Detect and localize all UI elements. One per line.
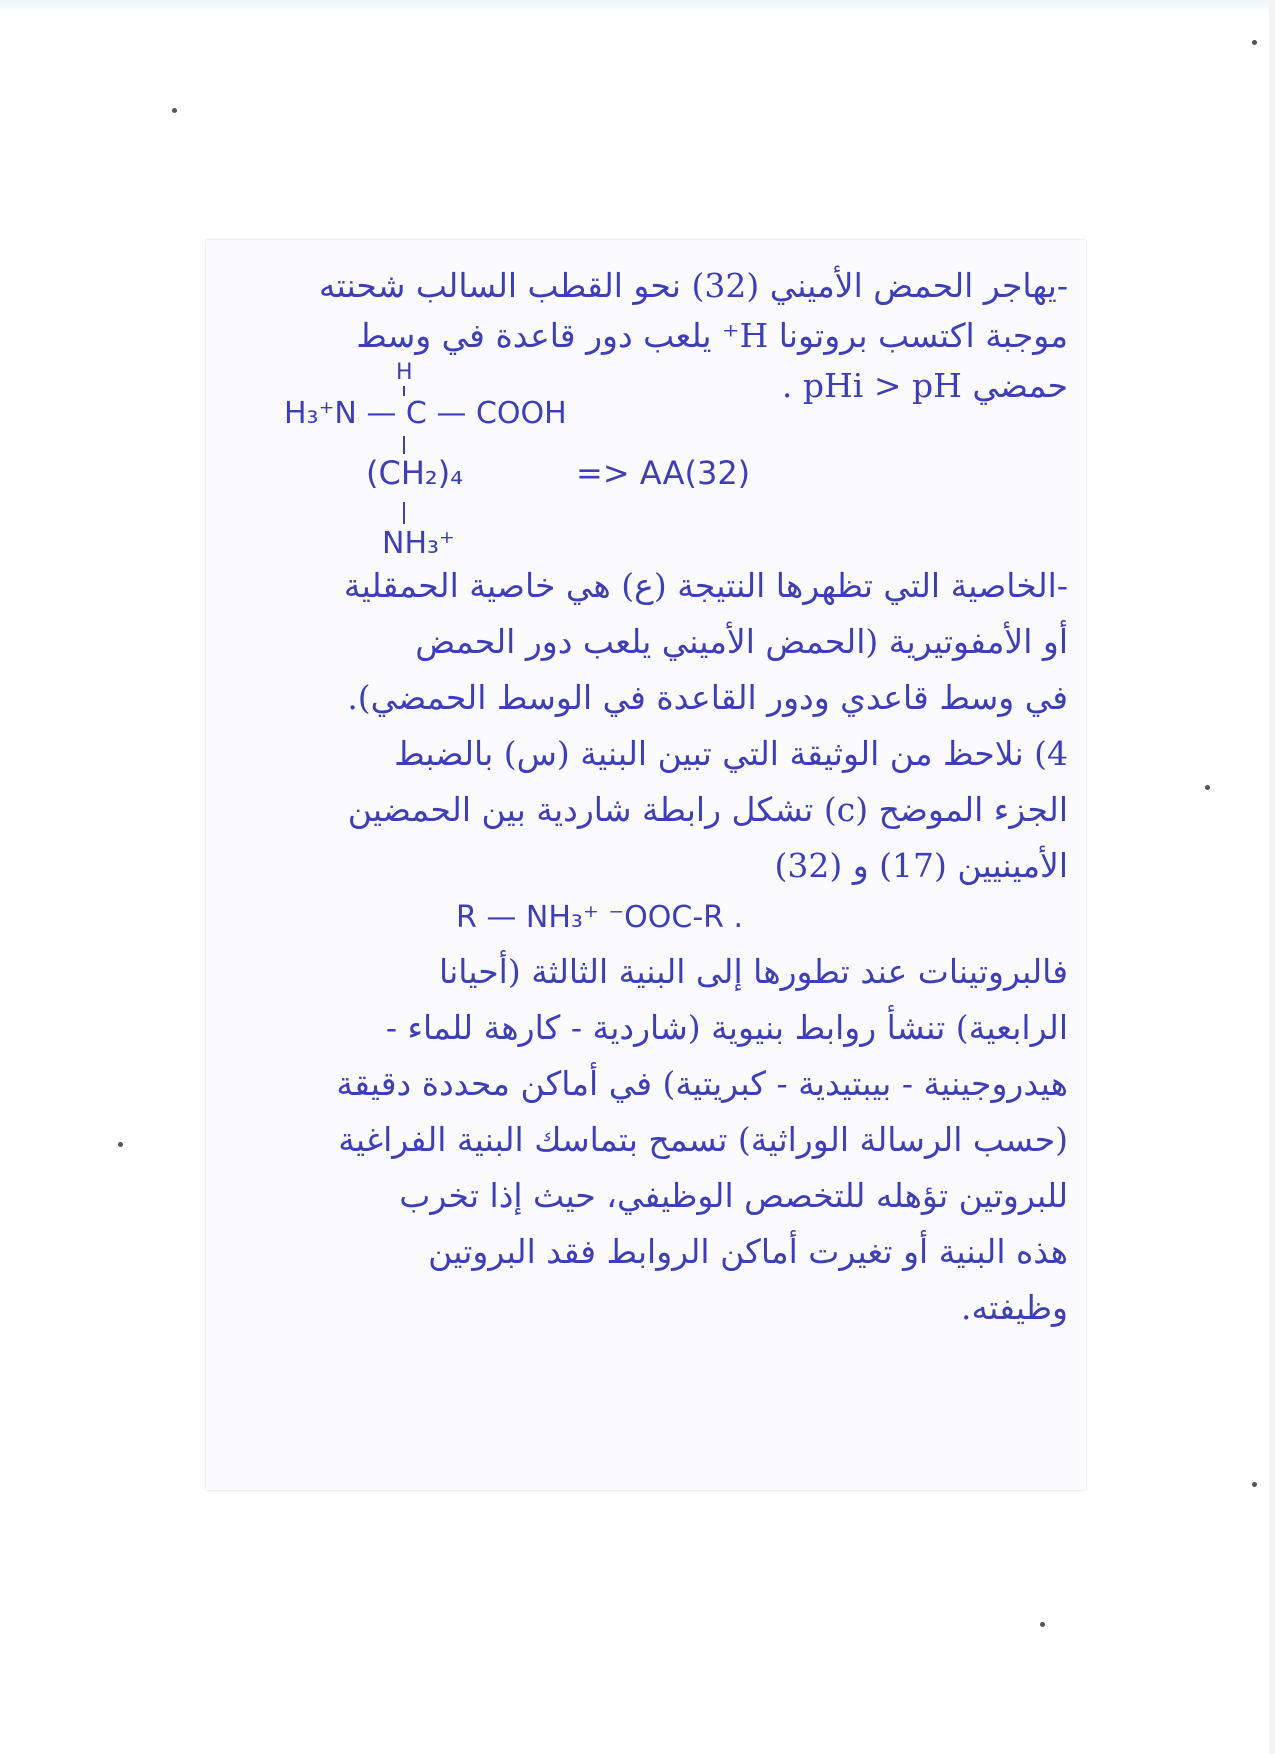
scan-right-edge (1269, 0, 1275, 1754)
scan-speck (1252, 40, 1257, 45)
answer-line-14: للبروتين تؤهله للتخصص الوظيفي، حيث إذا تخرب (399, 1176, 1068, 1215)
ionic-bond-formula: R — NH₃⁺ ⁻OOC-R . (456, 900, 744, 935)
scan-speck (1205, 785, 1210, 790)
formula-amine: NH₃⁺ (382, 526, 455, 561)
scan-speck (172, 108, 177, 113)
answer-line-12: هيدروجينية - بيبتيدية - كبريتية) في أماكن محددة دقيقة (336, 1064, 1068, 1103)
scan-speck (118, 1142, 123, 1147)
answer-line-13: (حسب الرسالة الوراثية) تسمح بتماسك البنية الفراغية (338, 1120, 1068, 1159)
answer-line-2: موجبة اكتسب بروتونا H⁺ يلعب دور قاعدة في وسط (356, 316, 1068, 355)
answer-line-15: هذه البنية أو تغيرت أماكن الروابط فقد البروتين (428, 1232, 1068, 1271)
formula-bond-h (403, 386, 405, 396)
handwritten-sheet (206, 240, 1086, 1490)
answer-line-4: -الخاصية التي تظهرها النتيجة (ع) هي خاصية الحمقلية (343, 566, 1068, 605)
scan-speck (1252, 1482, 1257, 1487)
answer-line-10: فالبروتينات عند تطورها إلى البنية الثالثة (أحيانا (439, 952, 1068, 991)
answer-line-3: حمضي pHi > pH . (781, 366, 1068, 405)
scan-top-edge (0, 0, 1275, 12)
answer-line-9: الأمينيين (17) و (32) (774, 846, 1068, 885)
answer-line-8: الجزء الموضح (c) تشكل رابطة شاردية بين الحمضين (347, 790, 1068, 829)
formula-result: => AA(32) (576, 454, 751, 492)
answer-line-16: وظيفته. (961, 1288, 1068, 1327)
scan-speck (1040, 1622, 1045, 1627)
formula-bond-chain (403, 436, 405, 454)
answer-line-11: الرابعية) تنشأ روابط بنيوية (شاردية - كارهة للماء - (385, 1008, 1068, 1047)
answer-line-7: 4) نلاحظ من الوثيقة التي تبين البنية (س) بالضبط (394, 734, 1068, 773)
formula-side-chain: (CH₂)₄ (366, 454, 464, 492)
answer-line-5: أو الأمفوتيرية (الحمض الأميني يلعب دور الحمض (415, 622, 1068, 661)
formula-h-atom: H (396, 360, 413, 385)
answer-line-1: -يهاجر الحمض الأميني (32) نحو القطب السالب شحنته (318, 266, 1068, 305)
formula-top-line: H₃⁺N — C — COOH (284, 396, 567, 431)
formula-bond-amine (403, 502, 405, 524)
answer-line-6: في وسط قاعدي ودور القاعدة في الوسط الحمضي). (347, 678, 1068, 717)
